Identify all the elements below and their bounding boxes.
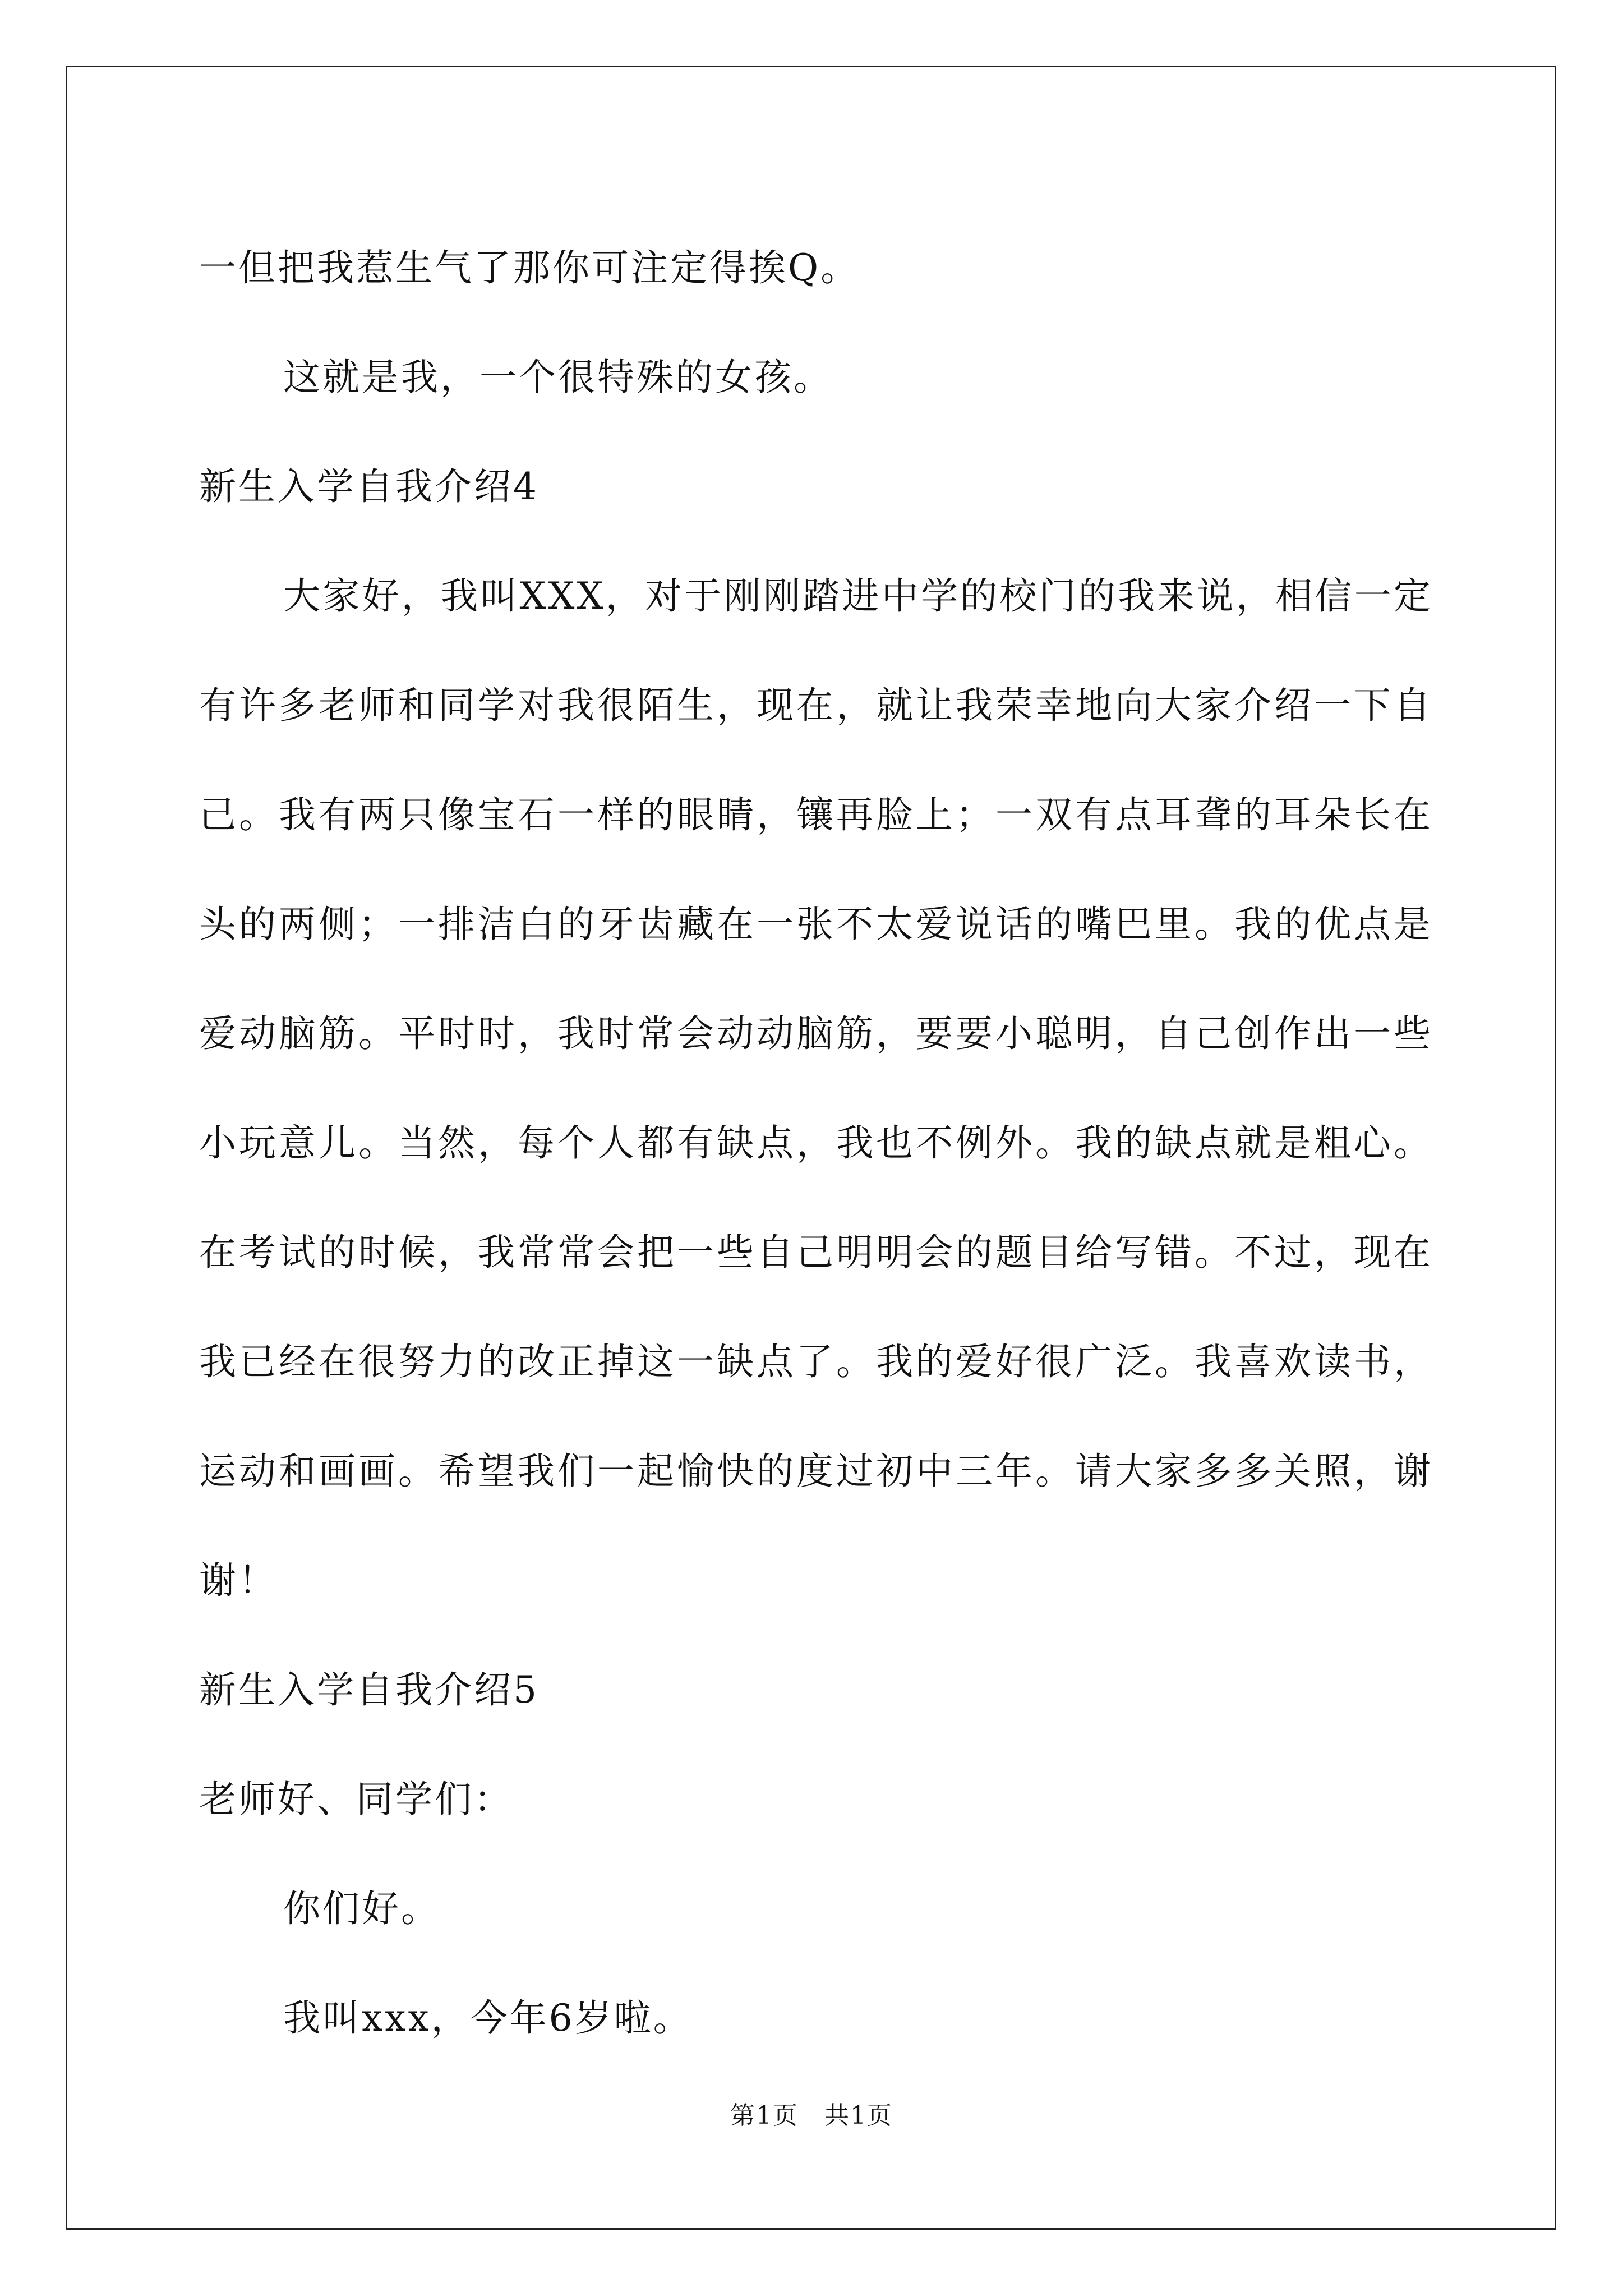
page-number: 第1页 <box>730 2101 799 2130</box>
paragraph: 老师好、同学们： <box>199 1778 513 1821</box>
paragraph: 大家好，我叫XXX，对于刚刚踏进中学的校门的我来说，相信一定有许多老师和同学对我很陌生，现在，就让我荣幸地向大家介绍一下自己。我有两只像宝石一样的眼睛，镶再脸上；一双有点耳聋的耳朵长在头的两侧；一排洁白的牙齿藏在一张不太爱说话的嘴巴里。我的优点是爱动脑筋。平时时，我时常会动动脑筋，要要小聪明，自己创作出一些小玩意儿。当然，每个人都有缺点，我也不例外。我的缺点就是粗心。在考试的时候，我常常会把一些自己明明会的题目给写错。不过，现在我已经在很努力的改正掉这一缺点了。我的爱好很广泛。我喜欢读书，运动和画画。希望我们一起愉快的度过初中三年。请大家多多关照，谢谢！ <box>199 574 1433 1602</box>
document-body <box>199 213 1433 2073</box>
page-footer <box>0 2095 1623 2131</box>
paragraph: 你们好。 <box>283 1887 440 1930</box>
section-heading: 新生入学自我介绍4 <box>199 465 539 508</box>
paragraph: 一但把我惹生气了那你可注定得挨Q。 <box>199 246 860 289</box>
section-heading: 新生入学自我介绍5 <box>199 1668 539 1711</box>
paragraph: 这就是我，一个很特殊的女孩。 <box>283 356 833 399</box>
page-total: 共1页 <box>824 2101 893 2130</box>
paragraph: 我叫xxx，今年6岁啦。 <box>283 1996 693 2040</box>
